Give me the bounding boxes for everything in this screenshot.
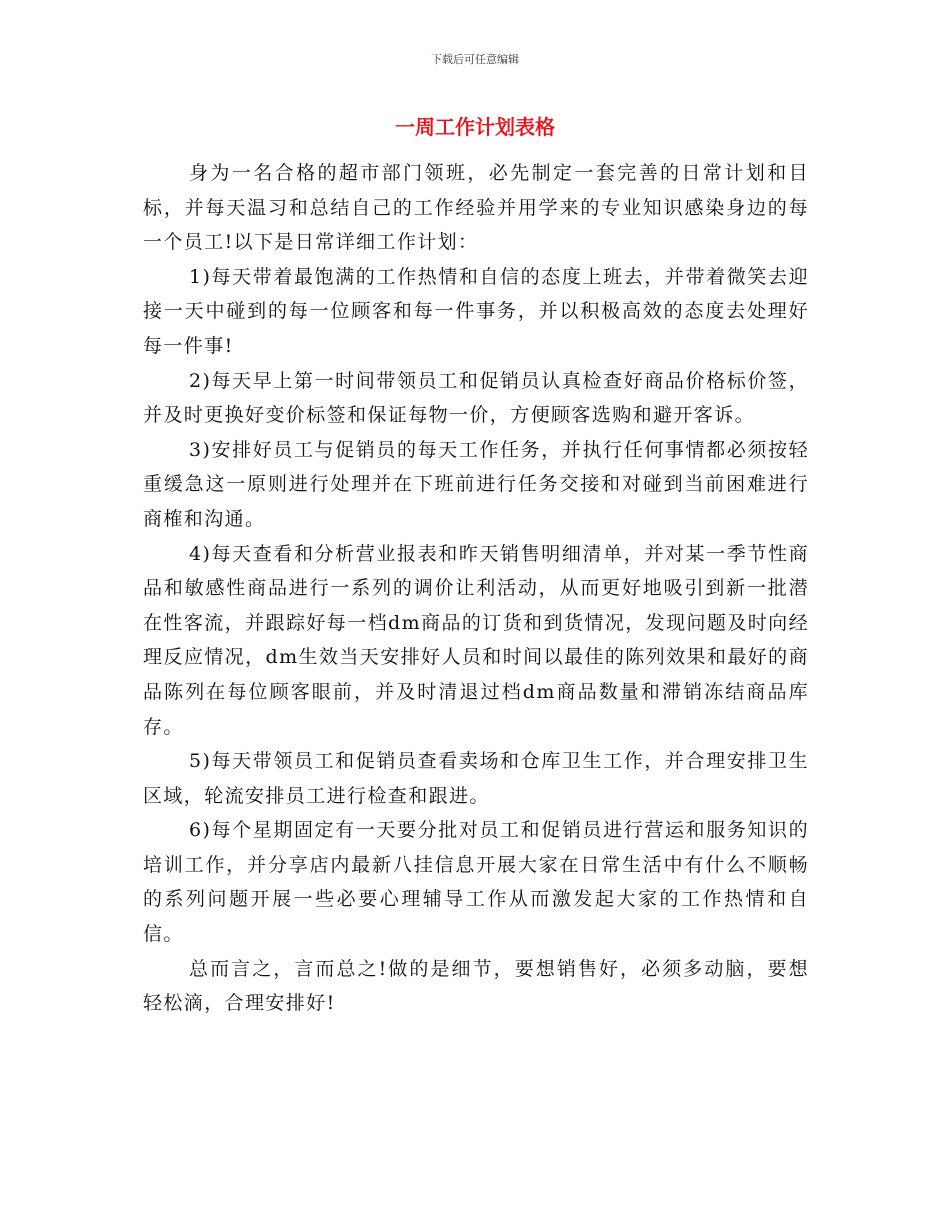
plan-item-4: 4)每天查看和分析营业报表和昨天销售明细清单，并对某一季节性商品和敏感性商品进行一系列的调价让利活动，从而更好地吸引到新一批潜在性客流，并跟踪好每一档dm商品的订货和到货情况，发现问题及时向经理反应情况，dm生效当天安排好人员和时间以最佳的陈列效果和最好的商品陈列在每位顾客眼前，并及时清退过档dm商品数量和滞销冻结商品库存。 [143,542,809,738]
document-title: 一周工作计划表格 [395,115,555,139]
intro-paragraph: 身为一名合格的超市部门领班，必先制定一套完善的日常计划和目标，并每天温习和总结自己的工作经验并用学来的专业知识感染身边的每一个员工!以下是日常详细工作计划： [143,162,809,254]
plan-item-3: 3)安排好员工与促销员的每天工作任务，并执行任何事情都必须按轻重缓急这一原则进行处理并在下班前进行任务交接和对碰到当前困难进行商榷和沟通。 [143,438,809,530]
plan-item-6: 6)每个星期固定有一天要分批对员工和促销员进行营运和服务知识的培训工作，并分享店内最新八挂信息开展大家在日常生活中有什么不顺畅的系列问题开展一些必要心理辅导工作从而激发起大家的工作热情和自信。 [143,819,809,946]
plan-item-5: 5)每天带领员工和促销员查看卖场和仓库卫生工作，并合理安排卫生区域，轮流安排员工进行检查和跟进。 [143,750,809,807]
plan-item-2: 2)每天早上第一时间带领员工和促销员认真检查好商品价格标价签，并及时更换好变价标签和保证每物一价，方便顾客选购和避开客诉。 [143,369,809,427]
document-body [143,156,809,1021]
plan-item-1: 1)每天带着最饱满的工作热情和自信的态度上班去，并带着微笑去迎接一天中碰到的每一位顾客和每一件事务，并以积极高效的态度去处理好每一件事! [143,265,809,357]
conclusion-paragraph: 总而言之，言而总之!做的是细节，要想销售好，必须多动脑，要想轻松滴，合理安排好! [143,957,809,1015]
page-header-note: 下载后可任意编辑 [431,53,519,66]
